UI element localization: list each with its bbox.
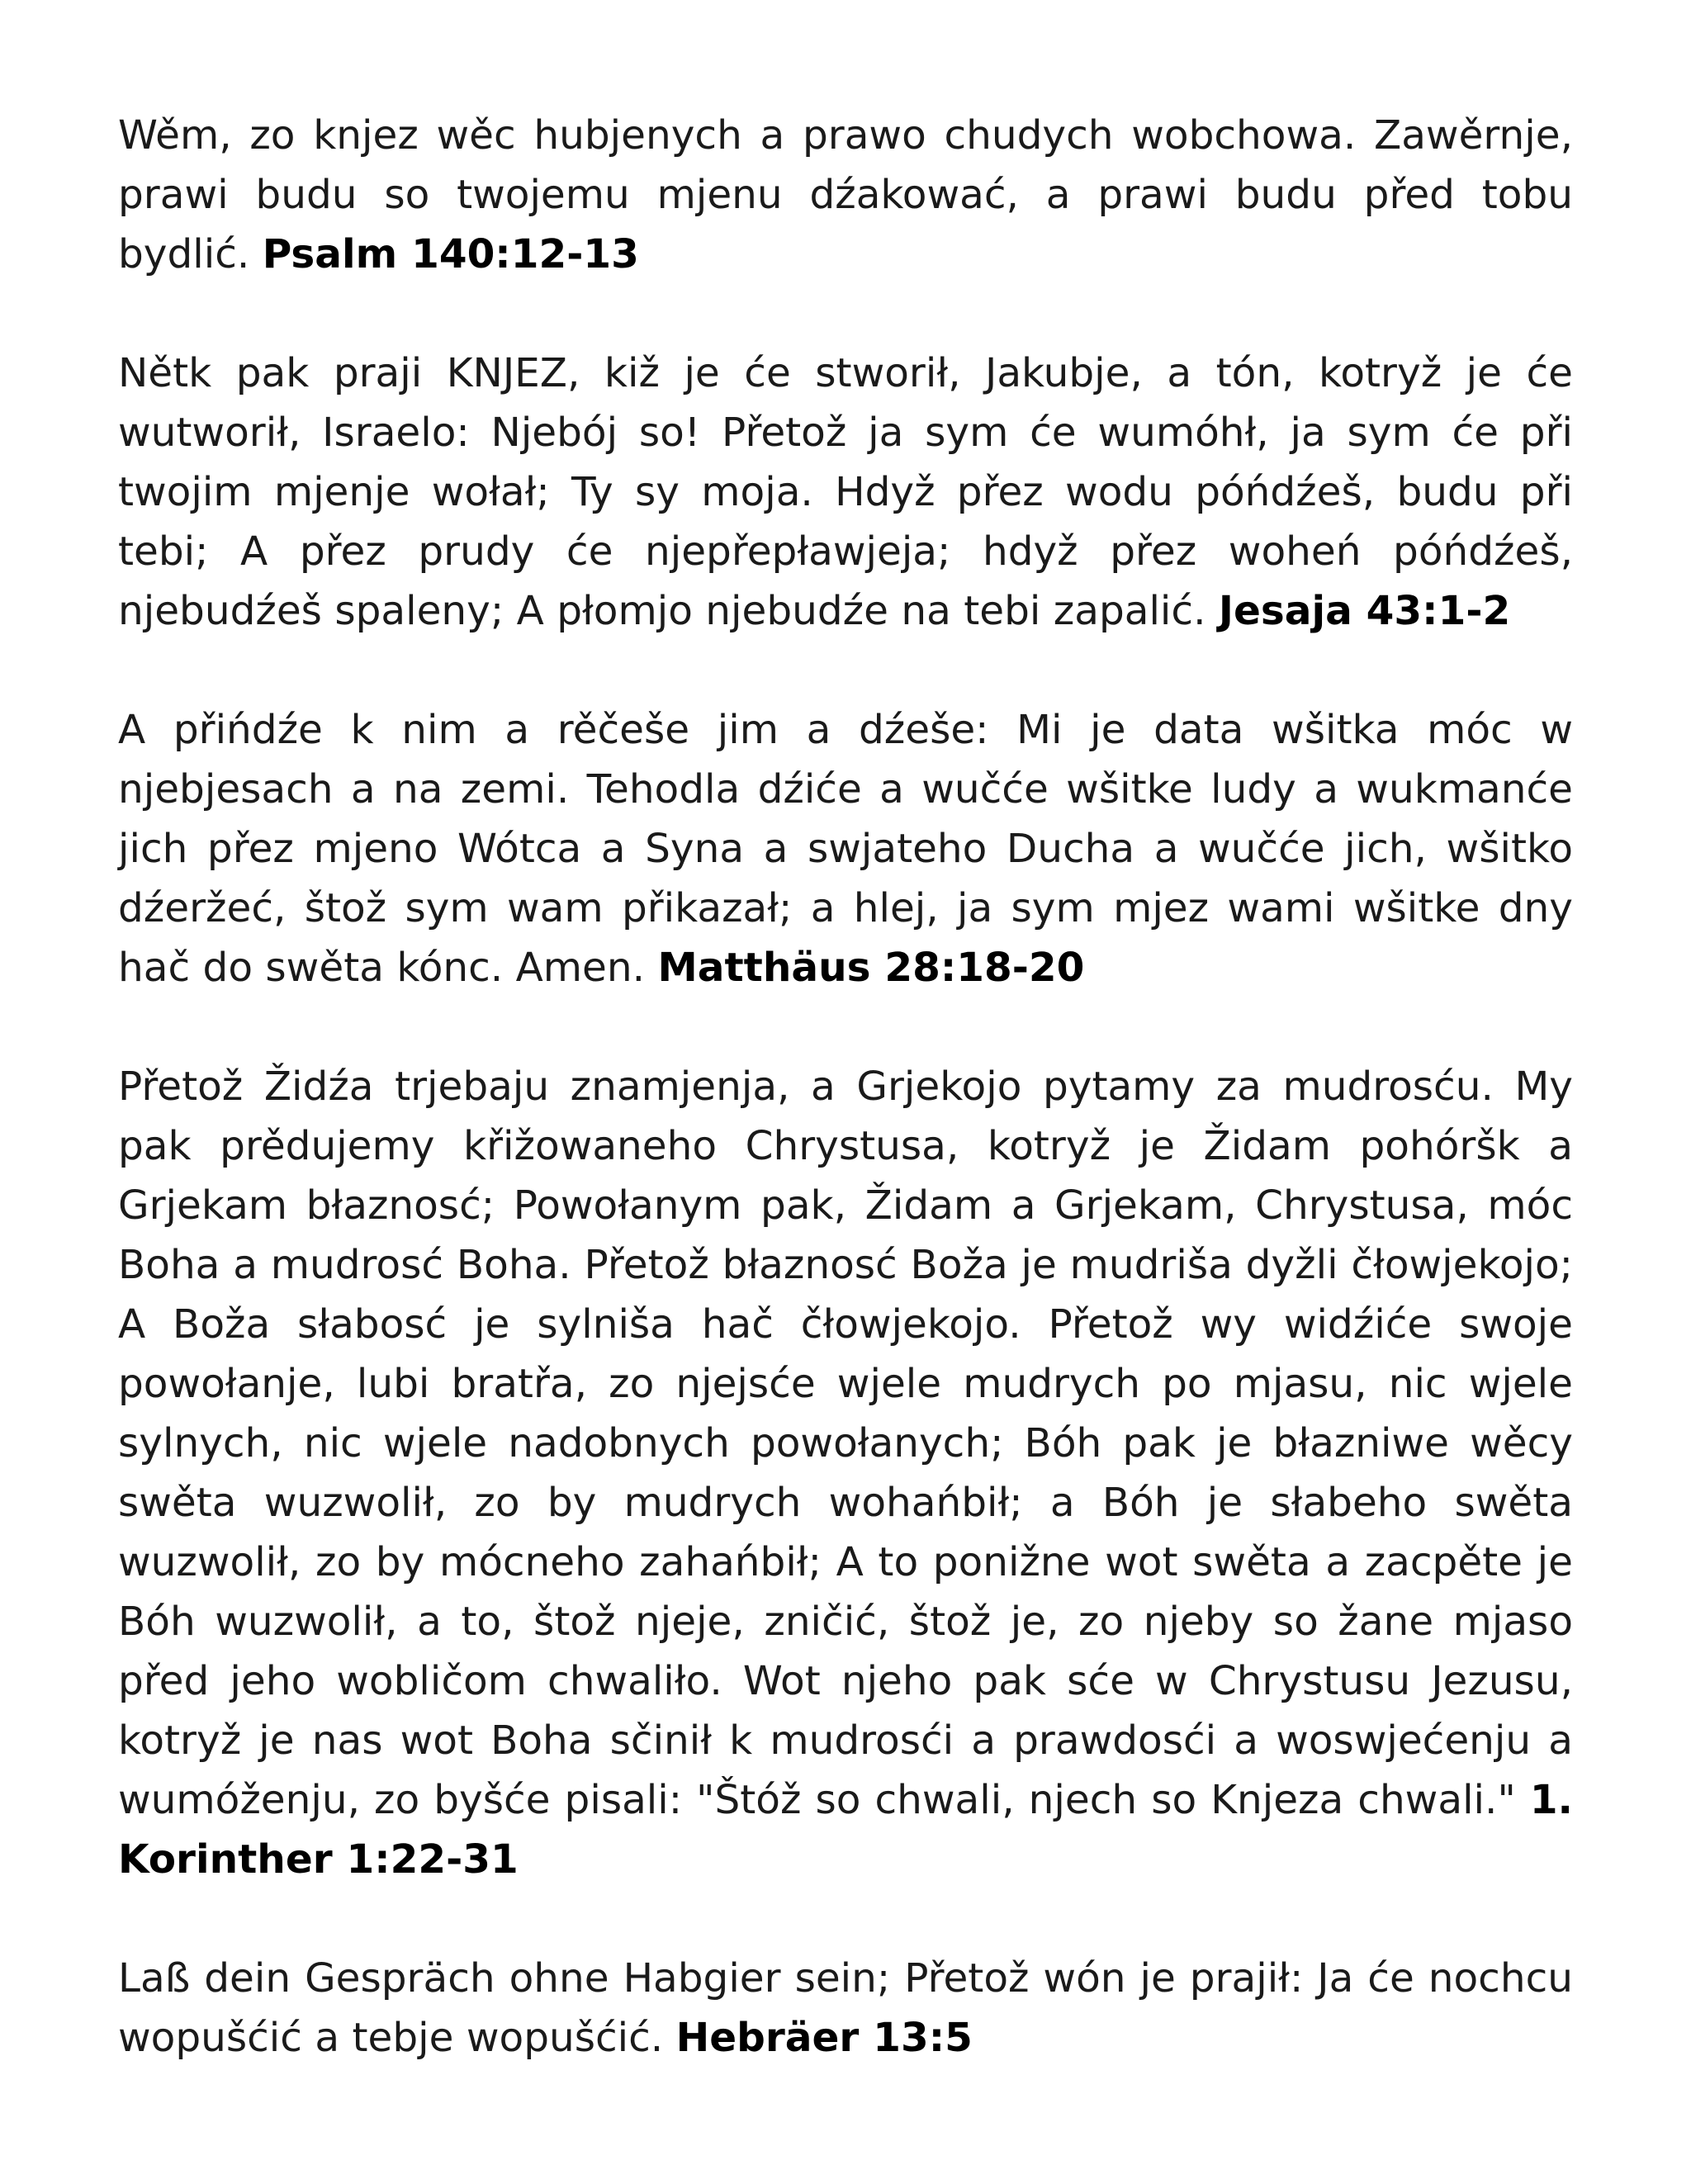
verse-reference: Psalm 140:12-13 — [262, 231, 639, 277]
verse-text: Nětk pak praji KNJEZ, kiž je će stworił, Jakubje, a tón, kotryž je će wutworił, Israelo: Njebój so! Přetož ja sym će wumóhł, ja sym će při twojim mjenje wołał; Ty sy moja. Hdyž přez wodu póńdźeš, budu při tebi; A přez prudy će njepřepławjeja; hdyž přez woheń póńdźeš, njebudźeš spaleny; A płomjo njebudźe na tebi zapalić. — [118, 350, 1573, 634]
verse-paragraph — [118, 1057, 1573, 1889]
verse-text: Wěm, zo knjez wěc hubjenych a prawo chudych wobchowa. Zawěrnje, prawi budu so twojemu mjenu dźakować, a prawi budu před tobu bydlić. — [118, 112, 1573, 277]
verse-paragraph — [118, 343, 1573, 641]
verse-text: Laß dein Gespräch ohne Habgier sein; Přetož wón je prajił: Ja će nochcu wopušćić a tebje wopušćić. — [118, 1955, 1573, 2061]
verse-reference: Matthäus 28:18-20 — [657, 945, 1085, 991]
document-body — [118, 106, 1573, 2127]
verse-reference: 1. Korinther 1:22-31 — [118, 1777, 1573, 1883]
verse-text: A přińdźe k nim a rěčeše jim a dźeše: Mi je data wšitka móc w njebjesach a na zemi. Tehodla dźiće a wučće wšitke ludy a wukmanće jich přez mjeno Wótca a Syna a swjateho Ducha a wučće jich, wšitko dźeržeć, štož sym wam přikazał; a hlej, ja sym mjez wami wšitke dny hač do swěta kónc. Amen. — [118, 707, 1573, 991]
verse-reference: Jesaja 43:1-2 — [1218, 588, 1511, 634]
verse-paragraph — [118, 700, 1573, 997]
verse-paragraph — [118, 1949, 1573, 2068]
verse-paragraph — [118, 106, 1573, 284]
verse-text: Přetož Židźa trjebaju znamjenja, a Grjekojo pytamy za mudrosću. My pak prědujemy křižowaneho Chrystusa, kotryž je Židam pohóršk a Grjekam błaznosć; Powołanym pak, Židam a Grjekam, Chrystusa, móc Boha a mudrosć Boha. Přetož błaznosć Boža je mudriša dyžli čłowjekojo; A Boža słabosć je sylniša hač čłowjekojo. Přetož wy widźiće swoje powołanje, lubi bratřa, zo njejsće wjele mudrych po mjasu, nic wjele sylnych, nic wjele nadobnych powołanych; Bóh pak je błazniwe wěcy swěta wuzwolił, zo by mudrych wohańbił; a Bóh je słabeho swěta wuzwolił, zo by mócneho zahańbił; A to ponižne wot swěta a zacpěte je Bóh wuzwolił, a to, štož njeje, zničić, štož je, zo njeby so žane mjaso před jeho wobličom chwaliło. Wot njeho pak sće w Chrystusu Jezusu, kotryž je nas wot Boha sčinił k mudrosći a prawdosći a woswjećenju a wumóženju, zo byšće pisali: "Štóž so chwali, njech so Knjeza chwali." — [118, 1064, 1573, 1823]
verse-reference: Hebräer 13:5 — [675, 2015, 973, 2061]
